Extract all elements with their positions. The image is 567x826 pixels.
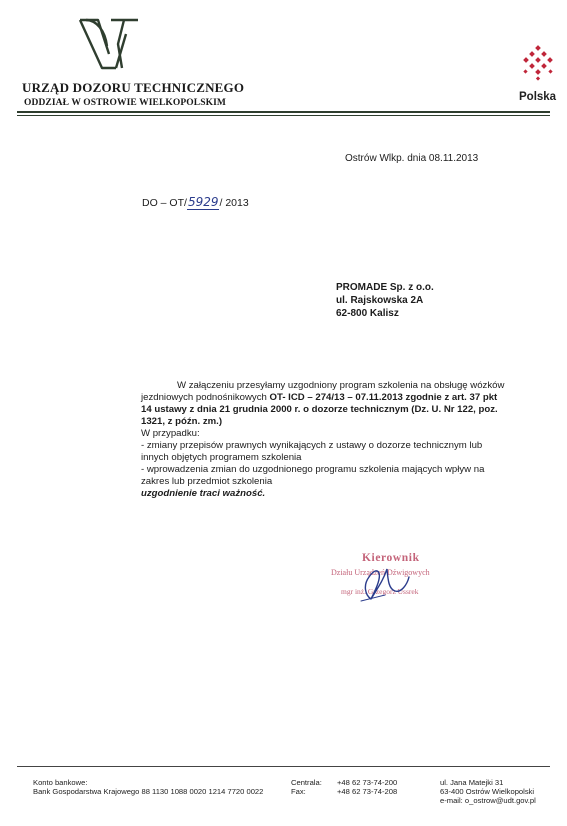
header-divider bbox=[17, 111, 550, 113]
body-line: 14 ustawy z dnia 21 grudnia 2000 r. o dozorze technicznym (Dz. U. Nr 122, poz. bbox=[141, 404, 498, 415]
reference-suffix: / 2013 bbox=[219, 197, 249, 209]
body-line: zakres lub przedmiot szkolenia bbox=[141, 476, 273, 487]
stamp-subtitle: Działu Urządzeń Dźwigowych bbox=[331, 568, 430, 577]
header-divider-thin bbox=[17, 115, 550, 116]
fax-value: +48 62 73-74-208 bbox=[337, 787, 398, 796]
footer-divider bbox=[17, 766, 550, 767]
bank-account: Bank Gospodarstwa Krajowego 88 1130 1088 0020 1214 7720 0022 bbox=[33, 787, 264, 796]
address-street: ul. Jana Matejki 31 bbox=[440, 778, 504, 787]
address-city: 63-400 Ostrów Wielkopolski bbox=[440, 787, 535, 796]
recipient-name: PROMADE Sp. z o.o. bbox=[336, 282, 434, 293]
reference-prefix: DO – OT/ bbox=[142, 197, 187, 209]
fax-label: Fax: bbox=[291, 787, 306, 796]
body-line: W przypadku: bbox=[141, 428, 200, 439]
reference-number bbox=[142, 195, 249, 209]
polska-emblem-icon bbox=[520, 44, 556, 88]
body-line-conclusion: uzgodnienie traci ważność. bbox=[141, 488, 266, 499]
body-line: innych objętych programem szkolenia bbox=[141, 452, 302, 463]
udt-logo-icon bbox=[78, 18, 140, 72]
contact-email: e-mail: o_ostrow@udt.gov.pl bbox=[440, 796, 536, 805]
stamp-name: mgr inż. Grzegorz Ussrek bbox=[341, 587, 419, 596]
body-line: W załączeniu przesyłamy uzgodniony program szkolenia na obsługę wózków bbox=[177, 380, 505, 391]
stamp-title: Kierownik bbox=[362, 552, 420, 564]
body-line: - zmiany przepisów prawnych wynikających z ustawy o dozorze technicznym lub bbox=[141, 440, 483, 451]
body-line bbox=[141, 392, 497, 404]
body-line: - wprowadzenia zmian do uzgodnionego programu szkolenia mających wpływ na bbox=[141, 464, 485, 475]
recipient-city: 62-800 Kalisz bbox=[336, 308, 399, 319]
signature bbox=[355, 555, 415, 605]
body-text: jezdniowych podnośnikowych bbox=[141, 392, 270, 403]
recipient-street: ul. Rajskowska 2A bbox=[336, 295, 424, 306]
phone-label: Centrala: bbox=[291, 778, 322, 787]
letter-date: Ostrów Wlkp. dnia 08.11.2013 bbox=[345, 153, 479, 164]
body-line: 1321, z późn. zm.) bbox=[141, 416, 223, 427]
organization-name: URZĄD DOZORU TECHNICZNEGO bbox=[22, 80, 245, 95]
body-bold-text: OT- ICD – 274/13 – 07.11.2013 zgodnie z art. 37 pkt bbox=[269, 392, 498, 403]
phone-value: +48 62 73-74-200 bbox=[337, 778, 398, 787]
polska-label: Polska bbox=[519, 91, 557, 103]
organization-branch: ODDZIAŁ W OSTROWIE WIELKOPOLSKIM bbox=[24, 98, 226, 108]
reference-handwritten-number: 5929 bbox=[187, 195, 219, 209]
bank-label: Konto bankowe: bbox=[33, 778, 88, 787]
